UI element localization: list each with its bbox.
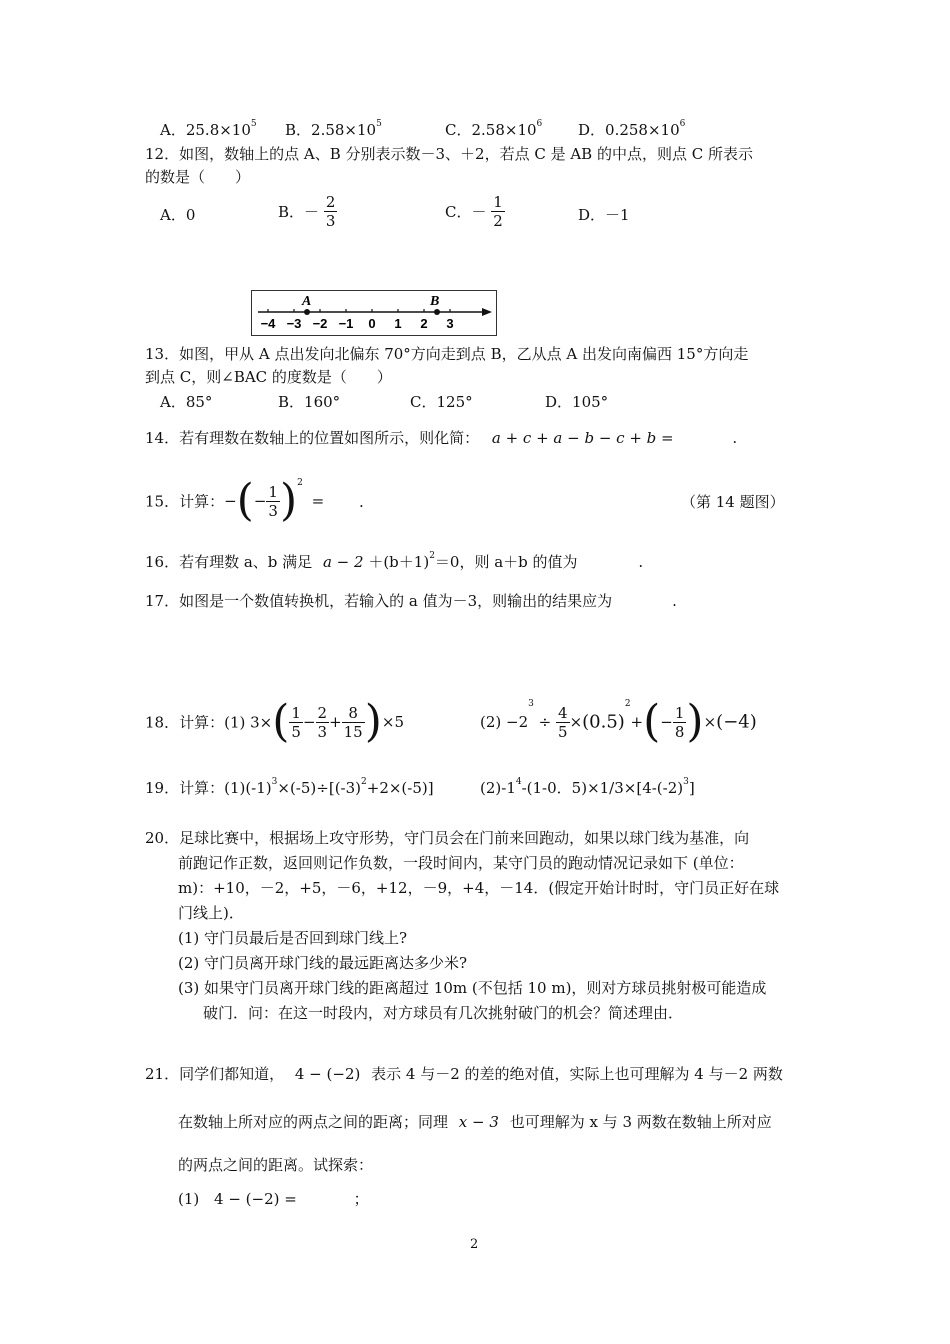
axis-tick-label: −4	[260, 316, 276, 331]
q15-prompt: 15．计算：−(− $\frac{1}{3}$ )$^2$ =	[145, 475, 325, 526]
q12-line-2: 的数是（ ）	[145, 168, 251, 186]
q11-option-a: A．$25.8\times 10^5$	[160, 119, 257, 139]
number-line-svg	[252, 291, 495, 334]
q14-prompt: 14．若有理数在数轴上的位置如图所示，则化简： a + c + a − b − c + b = .	[145, 429, 738, 447]
q13-line-1: 13．如图，甲从 A 点出发向北偏东 70°方向走到点 B，乙从点 A 出发向南偏西 15°方向走	[145, 345, 749, 363]
axis-tick-label: 3	[446, 316, 454, 331]
axis-tick-label: −2	[312, 316, 328, 331]
q12-option-a: A．0	[160, 206, 196, 224]
number-line-figure	[251, 290, 497, 336]
q18-part-1: 18．计算：(1) 3×( $\frac{1}{5}$ − $\frac{2}{3}$ + $\frac{8}{15}$ )×5	[145, 696, 405, 747]
q21-sub-1: (1) 4 − (−2) = ；	[178, 1190, 369, 1208]
q12-option-c: C．－ $\frac{1}{2}$	[445, 193, 503, 230]
q20-line-2: 前跑记作正数，返回则记作负数，一段时间内，某守门员的跑动情况记录如下 (单位：	[178, 854, 744, 872]
axis-tick-label: 2	[420, 316, 428, 331]
q19-part-2: $(2)-1^4-(1-0$．$5)\times 1/3\times[4-(-2)^3]$	[480, 777, 695, 797]
q13-option-d: D．105°	[545, 393, 609, 411]
q12-option-b: B．－ $\frac{2}{3}$	[278, 193, 336, 230]
q20-sub-3a: (3) 如果守门员离开球门线的距离超过 10m (不包括 10 m)，则对方球员挑射极可能造成	[178, 979, 767, 997]
q20-line-3: m)：+10，－2，+5，－6，+12，－9，+4，－14．(假定开始计时时，守门员正好在球	[178, 879, 780, 897]
point-b-label: B	[430, 294, 440, 309]
q11-option-d: D．$0.258\times 10^6$	[578, 119, 686, 139]
q13-line-2: 到点 C，则∠BAC 的度数是（ ）	[145, 368, 392, 386]
q20-sub-2: (2) 守门员离开球门线的最远距离达多少米?	[178, 954, 468, 972]
q19-part-1: 19．计算：$(1)(-1)^3\times(-5)\div[(-3)^2+2\times(-5)]$	[145, 777, 434, 797]
figure-14-caption: （第 14 题图）	[681, 493, 785, 511]
q15-period: .	[359, 493, 364, 511]
axis-tick-label: −1	[338, 316, 354, 331]
q21-line-2: 在数轴上所对应的两点之间的距离；同理 x − 3 也可理解为 x 与 3 两数在数轴上所对应	[178, 1113, 772, 1131]
q13-option-a: A．85°	[160, 393, 213, 411]
q21-line-3: 的两点之间的距离。试探索：	[178, 1156, 374, 1174]
q18-part-2: $(2) -2^3$ ÷ $\frac{4}{5}$ $\times(0.5)^2+(-$ $\frac{1}{8}$ )×(−4)	[480, 696, 757, 747]
q12-line-1: 12．如图，数轴上的点 A、B 分别表示数－3、＋2，若点 C 是 AB 的中点，则点 C 所表示	[145, 145, 753, 163]
q16-prompt: 16．若有理数 a、b 满足 $a - 2 +(b+1)^2=0$，则 a＋b 的值为 .	[145, 551, 644, 571]
page-number: 2	[470, 1237, 479, 1252]
point-a-label: A	[302, 294, 312, 309]
q13-option-b: B．160°	[278, 393, 341, 411]
q13-option-c: C．125°	[410, 393, 473, 411]
q20-line-4: 门线上)．	[178, 904, 244, 922]
axis-tick-label: −3	[286, 316, 302, 331]
point-a-dot	[304, 309, 310, 315]
q12-option-d: D．－1	[578, 206, 630, 224]
q17-prompt: 17．如图是一个数值转换机，若输入的 a 值为－3，则输出的结果应为 .	[145, 592, 677, 610]
q11-option-c: C．$2.58\times 10^6$	[445, 119, 543, 139]
axis-tick-label: 1	[394, 316, 402, 331]
q21-line-1: 21．同学们都知道， 4 − (−2) 表示 4 与－2 的差的绝对值，实际上也可理解为 4 与－2 两数	[145, 1065, 783, 1083]
axis-arrow	[482, 308, 492, 316]
q20-sub-1: (1) 守门员最后是否回到球门线上?	[178, 929, 408, 947]
axis-tick-label: 0	[368, 316, 376, 331]
q14-expression: a + c + a − b − c + b =	[491, 429, 674, 447]
q11-option-b: B．$2.58\times 10^5$	[285, 119, 382, 139]
q20-sub-3b: 破门．问：在这一时段内，对方球员有几次挑射破门的机会？简述理由．	[203, 1004, 684, 1022]
q20-line-1: 20．足球比赛中，根据场上攻守形势，守门员会在门前来回跑动，如果以球门线为基准，向	[145, 829, 750, 847]
point-b-dot	[434, 309, 440, 315]
